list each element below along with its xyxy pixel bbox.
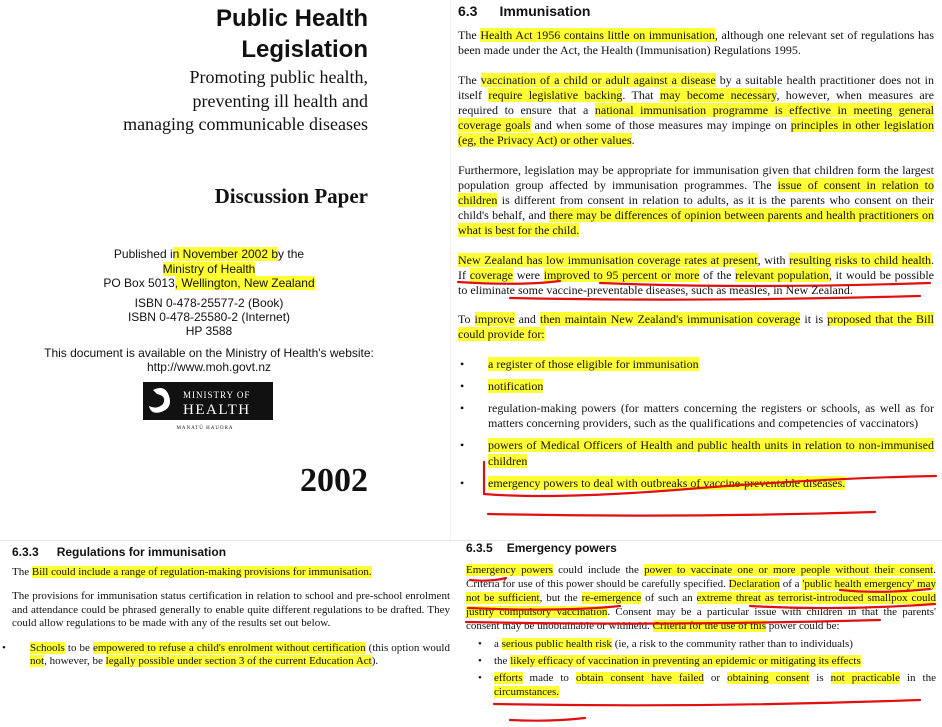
address: PO Box 5013	[103, 276, 175, 290]
publication-info	[18, 247, 400, 291]
section-heading	[458, 4, 934, 19]
subtitle-line: preventing ill health and	[192, 90, 368, 111]
bullet-list	[458, 357, 934, 491]
paragraph: Emergency powers could include the power to vaccinate one or more people without their consent. Criteria for use of this power should be carefully specified. Declaration of a 'public health emergency' may not be sufficient, but the re-emergence of such an extreme threat as terrorist-introduced smallpox could justify compulsory vaccination. Consent may be a particular issue with children in that the parents' consent may be unobtainable or withheld. Criteria for the use of this power could be:	[466, 564, 936, 632]
hp-number: HP 3588	[185, 324, 233, 338]
availability-text: This document is available on the Ministry of Health's website:	[44, 346, 374, 360]
list-item: • efforts made to obtain consent have failed or obtaining consent is not practicable in the circumstances.	[466, 671, 936, 699]
panel-divider-vertical	[450, 0, 451, 540]
section-number: 6.3	[458, 3, 478, 19]
section-number: 6.3.5	[466, 541, 493, 555]
section-immunisation	[458, 0, 934, 540]
published-text: Published i	[113, 247, 173, 261]
section-number: 6.3.3	[12, 545, 39, 559]
section-title: Emergency powers	[506, 541, 617, 555]
list-item: • a register of those eligible for immunisation	[458, 357, 934, 372]
paragraph: The Health Act 1956 contains little on immunisation, although one relevant set of regulations has been made under the Act, the Health (Immunisation) Regulations 1995.	[458, 28, 935, 58]
list-item: • Schools to be empowered to refuse a child's enrolment without certification (this option would not, however, be legally possible under section 3 of the current Education Act).	[12, 642, 450, 669]
logo-text: MINISTRY OF	[183, 390, 251, 400]
published-date: n November 2002 b	[172, 247, 279, 261]
section-heading	[12, 546, 450, 560]
section-emergency-powers	[466, 541, 936, 727]
section-title: Regulations for immunisation	[56, 545, 227, 559]
list-item: • a serious public health risk (ie, a risk to the community rather than to individuals)	[466, 637, 936, 651]
cover-page	[0, 0, 450, 540]
isbn-internet: ISBN 0-478-25580-2 (Internet)	[127, 310, 291, 324]
document-subtitle	[123, 66, 368, 137]
logo-text: HEALTH	[183, 402, 251, 418]
section-regulations	[0, 541, 460, 727]
bullet-list	[466, 637, 936, 699]
subtitle-line: managing communicable diseases	[123, 114, 368, 134]
published-text: y the	[278, 247, 305, 261]
list-item: • powers of Medical Officers of Health and public health units in relation to non-immunised children	[458, 438, 934, 468]
paragraph: The provisions for immunisation status certification in relation to school and pre-school enrolment and attendance could be phrased generally to enable quite different regulations to be drafted. They could allow regulations to be made with any of the results set out below.	[12, 590, 450, 629]
list-item: • emergency powers to deal with outbreaks of vaccine-preventable diseases.	[458, 476, 934, 491]
address-city: , Wellington, New Zealand	[174, 276, 315, 290]
document-type: Discussion Paper	[214, 184, 368, 208]
subtitle-line: Promoting public health,	[189, 67, 368, 87]
publication-year: 2002	[300, 462, 368, 499]
isbn-book: ISBN 0-478-25577-2 (Book)	[134, 296, 284, 310]
logo-text: MANATŪ HAUORA	[176, 426, 234, 431]
document-title	[216, 3, 368, 65]
ministry-of-health-logo	[143, 382, 273, 432]
list-item: • notification	[458, 379, 934, 394]
paragraph: To improve and then maintain New Zealand's immunisation coverage it is proposed that the Bill could provide for:	[458, 312, 935, 342]
title-line: Public Health	[215, 5, 368, 32]
isbn-block	[18, 296, 400, 338]
paragraph: The Bill could include a range of regulation-making provisions for immunisation.	[12, 565, 372, 578]
publisher-name: Ministry of Health	[162, 261, 256, 276]
paragraph: New Zealand has low immunisation coverage rates at present, with resulting risks to child health. If coverage were improved to 95 percent or more of the relevant population, it would be possible to eliminate some vaccine-preventable diseases, such as measles, in New Zealand.	[458, 252, 935, 298]
list-item: • the likely efficacy of vaccination in preventing an epidemic or mitigating its effects	[466, 654, 936, 668]
website-link[interactable]: http://www.moh.govt.nz	[146, 360, 272, 374]
paragraph: The vaccination of a child or adult against a disease by a suitable health practitioner does not in itself require legislative backing. That may become necessary, however, when measures are required to ensure that a national immunisation programme is effective in meeting general coverage goals and when some of those measures may impinge on principles in other legislation (eg, the Privacy Act) or other values.	[458, 72, 935, 148]
section-title: Immunisation	[499, 3, 591, 19]
title-line: Legislation	[241, 36, 368, 63]
list-item: • regulation-making powers (for matters concerning the registers or schools, as well as for matters concerning providers, such as the qualifications and competencies of vaccinators)	[458, 401, 934, 431]
paragraph: Furthermore, legislation may be appropriate for immunisation given that children form the largest population group affected by immunisation programmes. The issue of consent in relation to children is different from consent in relation to adults, as it is the parents who consent on their child's behalf, and there may be differences of opinion between parents and health practitioners on what is best for the child.	[458, 162, 934, 238]
availability-note	[18, 346, 400, 374]
section-heading	[466, 541, 936, 555]
